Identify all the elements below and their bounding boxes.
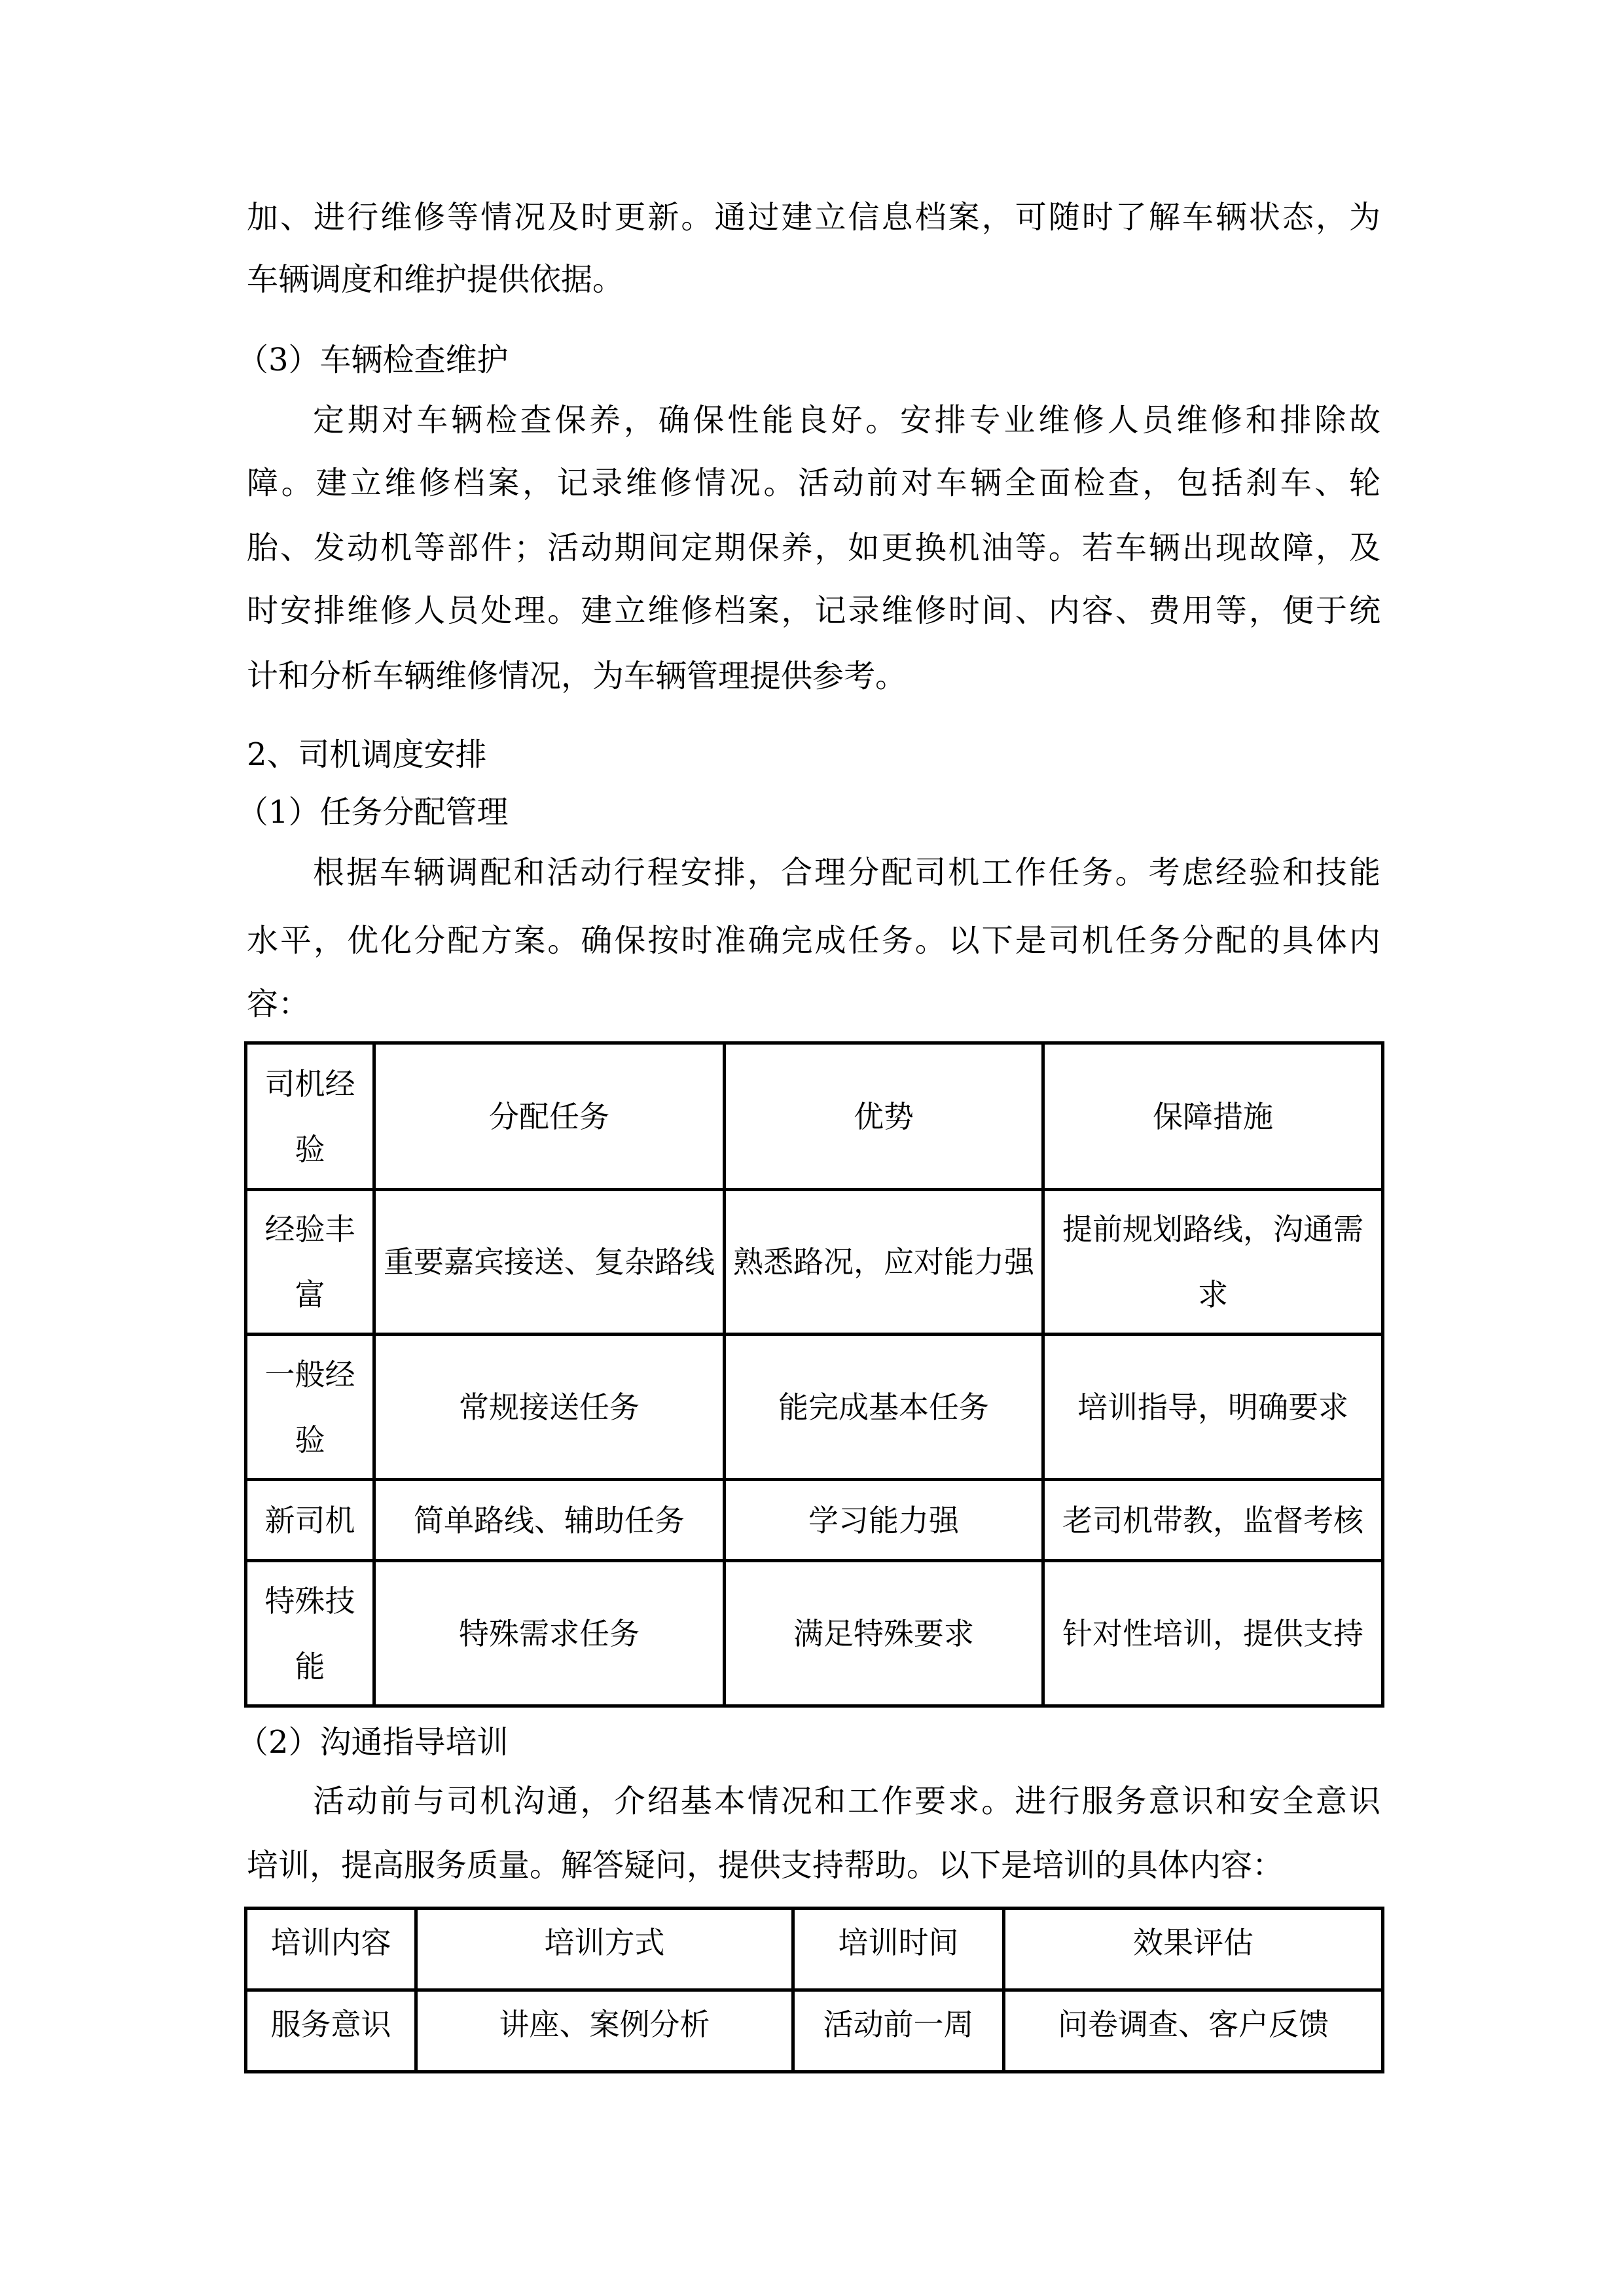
paragraph-line: 根据车辆调配和活动行程安排，合理分配司机工作任务。考虑经验和技能 (313, 854, 1380, 891)
paragraph-line: 胎、发动机等部件；活动期间定期保养，如更换机油等。若车辆出现故障，及 (247, 529, 1380, 566)
paragraph-line: 时安排维修人员处理。建立维修档案，记录维修时间、内容、费用等，便于统 (247, 592, 1380, 629)
table-header-cell: 优势 (725, 1043, 1043, 1190)
table-header-cell: 保障措施 (1043, 1043, 1383, 1190)
table-cell: 老司机带教，监督考核 (1043, 1480, 1383, 1561)
section-heading-vehicle-inspection: （3）车辆检查维护 (237, 342, 509, 378)
paragraph-line: 计和分析车辆维修情况，为车辆管理提供参考。 (247, 658, 907, 694)
table-cell: 新司机 (246, 1480, 374, 1561)
table-cell: 能完成基本任务 (725, 1335, 1043, 1480)
section-heading-driver-scheduling: 2、司机调度安排 (247, 736, 487, 773)
paragraph-line: 车辆调度和维护提供依据。 (247, 261, 624, 298)
paragraph-line: 培训，提高服务质量。解答疑问，提供支持帮助。以下是培训的具体内容： (247, 1847, 1284, 1884)
table-row (246, 1990, 1383, 2072)
table-header-cell: 培训时间 (793, 1909, 1004, 1990)
table-row (246, 1335, 1383, 1480)
paragraph-line: 水平，优化分配方案。确保按时准确完成任务。以下是司机任务分配的具体内 (247, 922, 1380, 959)
table-row (246, 1190, 1383, 1335)
table-header-row (246, 1043, 1383, 1190)
table-cell: 特殊技能 (246, 1561, 374, 1706)
table-cell: 常规接送任务 (374, 1335, 725, 1480)
table-header-cell: 分配任务 (374, 1043, 725, 1190)
paragraph-line: 定期对车辆检查保养，确保性能良好。安排专业维修人员维修和排除故 (313, 402, 1380, 439)
table-cell: 服务意识 (246, 1990, 416, 2072)
paragraph-line: 容： (247, 986, 310, 1022)
table-cell: 讲座、案例分析 (416, 1990, 793, 2072)
table-cell: 问卷调查、客户反馈 (1004, 1990, 1383, 2072)
section-heading-task-assignment: （1）任务分配管理 (237, 794, 509, 831)
table-header-row (246, 1909, 1383, 1990)
table-cell: 经验丰富 (246, 1190, 374, 1335)
table-cell: 简单路线、辅助任务 (374, 1480, 725, 1561)
table-cell: 学习能力强 (725, 1480, 1043, 1561)
table-cell: 活动前一周 (793, 1990, 1004, 2072)
table-row (246, 1561, 1383, 1706)
table-cell: 重要嘉宾接送、复杂路线 (374, 1190, 725, 1335)
table-cell: 提前规划路线，沟通需求 (1043, 1190, 1383, 1335)
task-assignment-table (244, 1041, 1384, 1708)
table-row (246, 1480, 1383, 1561)
table-cell: 针对性培训，提供支持 (1043, 1561, 1383, 1706)
table-cell: 熟悉路况，应对能力强 (725, 1190, 1043, 1335)
table-cell: 特殊需求任务 (374, 1561, 725, 1706)
table-cell: 培训指导，明确要求 (1043, 1335, 1383, 1480)
paragraph-line: 障。建立维修档案，记录维修情况。活动前对车辆全面检查，包括刹车、轮 (247, 465, 1380, 501)
table-header-cell: 培训方式 (416, 1909, 793, 1990)
training-table (244, 1907, 1384, 2073)
paragraph-line: 活动前与司机沟通，介绍基本情况和工作要求。进行服务意识和安全意识 (313, 1783, 1380, 1820)
table-cell: 一般经验 (246, 1335, 374, 1480)
paragraph-line: 加、进行维修等情况及时更新。通过建立信息档案，可随时了解车辆状态，为 (247, 199, 1380, 236)
section-heading-training: （2）沟通指导培训 (237, 1724, 509, 1761)
table-header-cell: 培训内容 (246, 1909, 416, 1990)
table-header-cell: 司机经验 (246, 1043, 374, 1190)
table-header-cell: 效果评估 (1004, 1909, 1383, 1990)
table-cell: 满足特殊要求 (725, 1561, 1043, 1706)
